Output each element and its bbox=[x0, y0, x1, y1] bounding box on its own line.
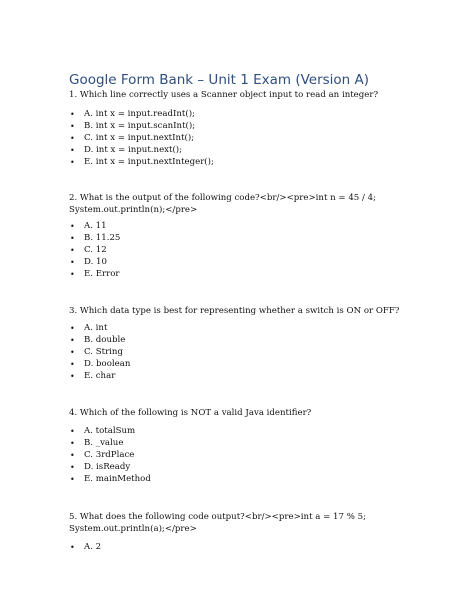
bullet-icon: • bbox=[70, 222, 75, 231]
question-5-text: 5. What does the following code output?<br/><pre>int a = 17 % 5; System.out.println(a);</pre> bbox=[69, 512, 366, 534]
option-item bbox=[69, 233, 120, 245]
bullet-icon: • bbox=[70, 371, 75, 381]
bullet-icon: • bbox=[70, 110, 75, 119]
option-item bbox=[69, 323, 130, 335]
bullet-icon: • bbox=[70, 245, 75, 255]
option-item bbox=[69, 359, 130, 371]
option-label: B. _value bbox=[84, 437, 124, 448]
bullet-icon: • bbox=[70, 335, 75, 345]
option-label: D. 10 bbox=[84, 256, 107, 267]
bullet-icon: • bbox=[70, 543, 75, 552]
bullet-icon: • bbox=[70, 121, 75, 131]
option-label: A. int x = input.readInt(); bbox=[84, 109, 195, 119]
question-3-options bbox=[69, 323, 130, 382]
question-3-text: 3. Which data type is best for representing whether a switch is ON or OFF? bbox=[69, 306, 400, 316]
option-item bbox=[69, 335, 130, 347]
option-item bbox=[69, 221, 120, 233]
option-label: E. int x = input.nextInteger(); bbox=[84, 156, 214, 167]
option-label: C. 3rdPlace bbox=[84, 449, 135, 460]
option-item bbox=[69, 347, 130, 359]
option-item bbox=[69, 269, 120, 281]
bullet-icon: • bbox=[70, 347, 75, 357]
option-label: C. String bbox=[84, 346, 123, 357]
option-label: A. totalSum bbox=[84, 426, 136, 436]
bullet-icon: • bbox=[70, 257, 75, 267]
option-item bbox=[69, 121, 214, 133]
option-item bbox=[69, 157, 214, 169]
question-1-text: 1. Which line correctly uses a Scanner object input to read an integer? bbox=[69, 90, 379, 100]
option-item bbox=[69, 474, 151, 486]
option-label: A. 2 bbox=[84, 542, 102, 552]
bullet-icon: • bbox=[70, 157, 75, 167]
option-item bbox=[69, 426, 151, 438]
option-label: E. mainMethod bbox=[84, 473, 151, 484]
option-item bbox=[69, 438, 151, 450]
bullet-icon: • bbox=[70, 427, 75, 436]
option-item bbox=[69, 245, 120, 257]
bullet-icon: • bbox=[70, 233, 75, 243]
option-label: C. int x = input.nextInt(); bbox=[84, 132, 195, 143]
option-item bbox=[69, 145, 214, 157]
option-label: B. double bbox=[84, 334, 126, 345]
option-label: D. int x = input.next(); bbox=[84, 144, 183, 155]
option-item bbox=[69, 462, 151, 474]
option-item bbox=[69, 450, 151, 462]
question-4-text: 4. Which of the following is NOT a valid Java identifier? bbox=[69, 408, 312, 418]
option-item bbox=[69, 109, 214, 121]
question-2-options bbox=[69, 221, 120, 280]
bullet-icon: • bbox=[70, 324, 75, 333]
option-item bbox=[69, 133, 214, 145]
bullet-icon: • bbox=[70, 474, 75, 484]
option-label: A. int bbox=[84, 323, 108, 333]
question-4-options bbox=[69, 426, 151, 485]
bullet-icon: • bbox=[70, 133, 75, 143]
bullet-icon: • bbox=[70, 359, 75, 369]
option-item bbox=[69, 542, 101, 554]
bullet-icon: • bbox=[70, 438, 75, 448]
bullet-icon: • bbox=[70, 450, 75, 460]
bullet-icon: • bbox=[70, 462, 75, 472]
question-2-text: 2. What is the output of the following code?<br/><pre>int n = 45 / 4; System.out.println(n);</pre> bbox=[69, 193, 376, 215]
option-label: B. 11.25 bbox=[84, 232, 121, 243]
option-label: E. char bbox=[84, 370, 116, 381]
option-label: A. 11 bbox=[84, 221, 107, 231]
bullet-icon: • bbox=[70, 269, 75, 279]
option-label: E. Error bbox=[84, 268, 120, 279]
bullet-icon: • bbox=[70, 145, 75, 155]
question-1-options bbox=[69, 109, 214, 168]
option-label: D. boolean bbox=[84, 358, 131, 369]
option-item bbox=[69, 257, 120, 269]
document-title: Google Form Bank – Unit 1 Exam (Version A) bbox=[69, 72, 370, 88]
option-item bbox=[69, 371, 130, 383]
question-5-options bbox=[69, 542, 101, 554]
option-label: D. isReady bbox=[84, 461, 131, 472]
option-label: B. int x = input.scanInt(); bbox=[84, 120, 196, 131]
option-label: C. 12 bbox=[84, 244, 107, 255]
